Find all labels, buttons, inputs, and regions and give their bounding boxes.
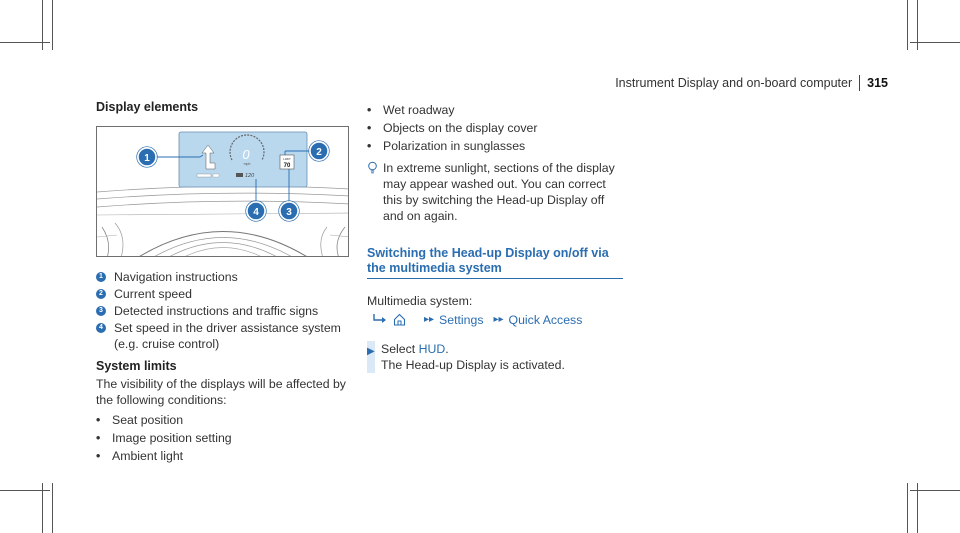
list-item: • Seat position [96, 413, 184, 427]
digital-speed: 0 [242, 147, 250, 162]
chevron-right-icon: ▸▸ [424, 314, 435, 325]
crop-mark [0, 490, 50, 491]
callout-marker-1 [137, 147, 158, 168]
header-divider [859, 75, 860, 91]
system-limits-heading: System limits [96, 359, 177, 373]
switch-hud-heading: Switching the Head-up Display on/off via the multimedia system [367, 246, 623, 279]
legend-number: 2 [96, 289, 106, 299]
legend-item [96, 303, 352, 319]
menu-path [373, 312, 623, 327]
legend-number: 3 [96, 306, 106, 316]
svg-text:70: 70 [283, 163, 291, 169]
list-item: • Image position setting [96, 431, 232, 445]
callout-marker-4 [246, 201, 267, 222]
step-text: Select HUD. The Head-up Display is activated. [367, 341, 565, 373]
svg-text:2: 2 [316, 147, 322, 158]
legend-text: Current speed [114, 287, 192, 301]
legend-number: 4 [96, 323, 106, 333]
legend-text: Detected instructions and traffic signs [114, 304, 319, 318]
step-triangle-icon: ▶ [367, 346, 375, 357]
svg-text:1: 1 [144, 153, 150, 164]
legend-item [96, 269, 352, 285]
svg-text:LIMIT: LIMIT [283, 157, 291, 161]
crop-mark [0, 42, 50, 43]
legend-text: Navigation instructions [114, 270, 238, 284]
legend-item [96, 320, 352, 352]
hud-illustration [97, 127, 349, 257]
legend-text: Set speed in the driver assistance system (e.g. cruise control) [114, 321, 341, 351]
crop-mark [907, 483, 908, 533]
crop-mark [52, 0, 53, 50]
step-block [367, 341, 623, 373]
list-item: • Ambient light [96, 449, 184, 463]
system-limits-text: The visibility of the displays will be affected by the following conditions: [96, 377, 346, 407]
note-icon [367, 161, 383, 224]
home-icon[interactable] [393, 313, 406, 326]
chevron-right-icon: ▸▸ [493, 314, 504, 325]
chapter-title: Instrument Display and on-board computer [615, 76, 853, 90]
conditions-list [96, 412, 352, 464]
callout-legend [96, 269, 352, 352]
svg-text:4: 4 [253, 207, 259, 218]
crop-mark [910, 490, 960, 491]
hud-figure [96, 126, 349, 257]
menu-arrow-icon [373, 312, 387, 327]
crop-mark [910, 42, 960, 43]
legend-item [96, 286, 352, 302]
quick-access-link[interactable]: Quick Access [508, 312, 583, 327]
running-header [615, 75, 888, 91]
legend-number: 1 [96, 272, 106, 282]
list-item: • Polarization in sunglasses [367, 139, 526, 153]
page-number: 315 [867, 76, 888, 90]
settings-link[interactable]: Settings [439, 312, 484, 327]
right-column [367, 100, 623, 373]
callout-marker-3 [279, 201, 300, 222]
step-result: The Head-up Display is activated. [381, 358, 565, 372]
display-elements-heading: Display elements [96, 100, 199, 114]
crop-mark [907, 0, 908, 50]
multimedia-label: Multimedia system: [367, 294, 473, 308]
conditions-list-continued [367, 102, 623, 154]
left-column [96, 100, 352, 466]
note-text: In extreme sunlight, sections of the display may appear washed out. You can correct this by switching the Head-up Display off and on again. [383, 161, 615, 223]
note-block [367, 160, 623, 224]
list-item: • Objects on the display cover [367, 121, 538, 135]
set-speed: 120 [245, 173, 255, 179]
list-item: • Wet roadway [367, 103, 455, 117]
crop-mark [52, 483, 53, 533]
hud-option[interactable]: HUD [418, 342, 446, 356]
speed-unit: mph [243, 162, 251, 166]
svg-text:3: 3 [286, 207, 292, 218]
callout-marker-2 [309, 141, 330, 162]
